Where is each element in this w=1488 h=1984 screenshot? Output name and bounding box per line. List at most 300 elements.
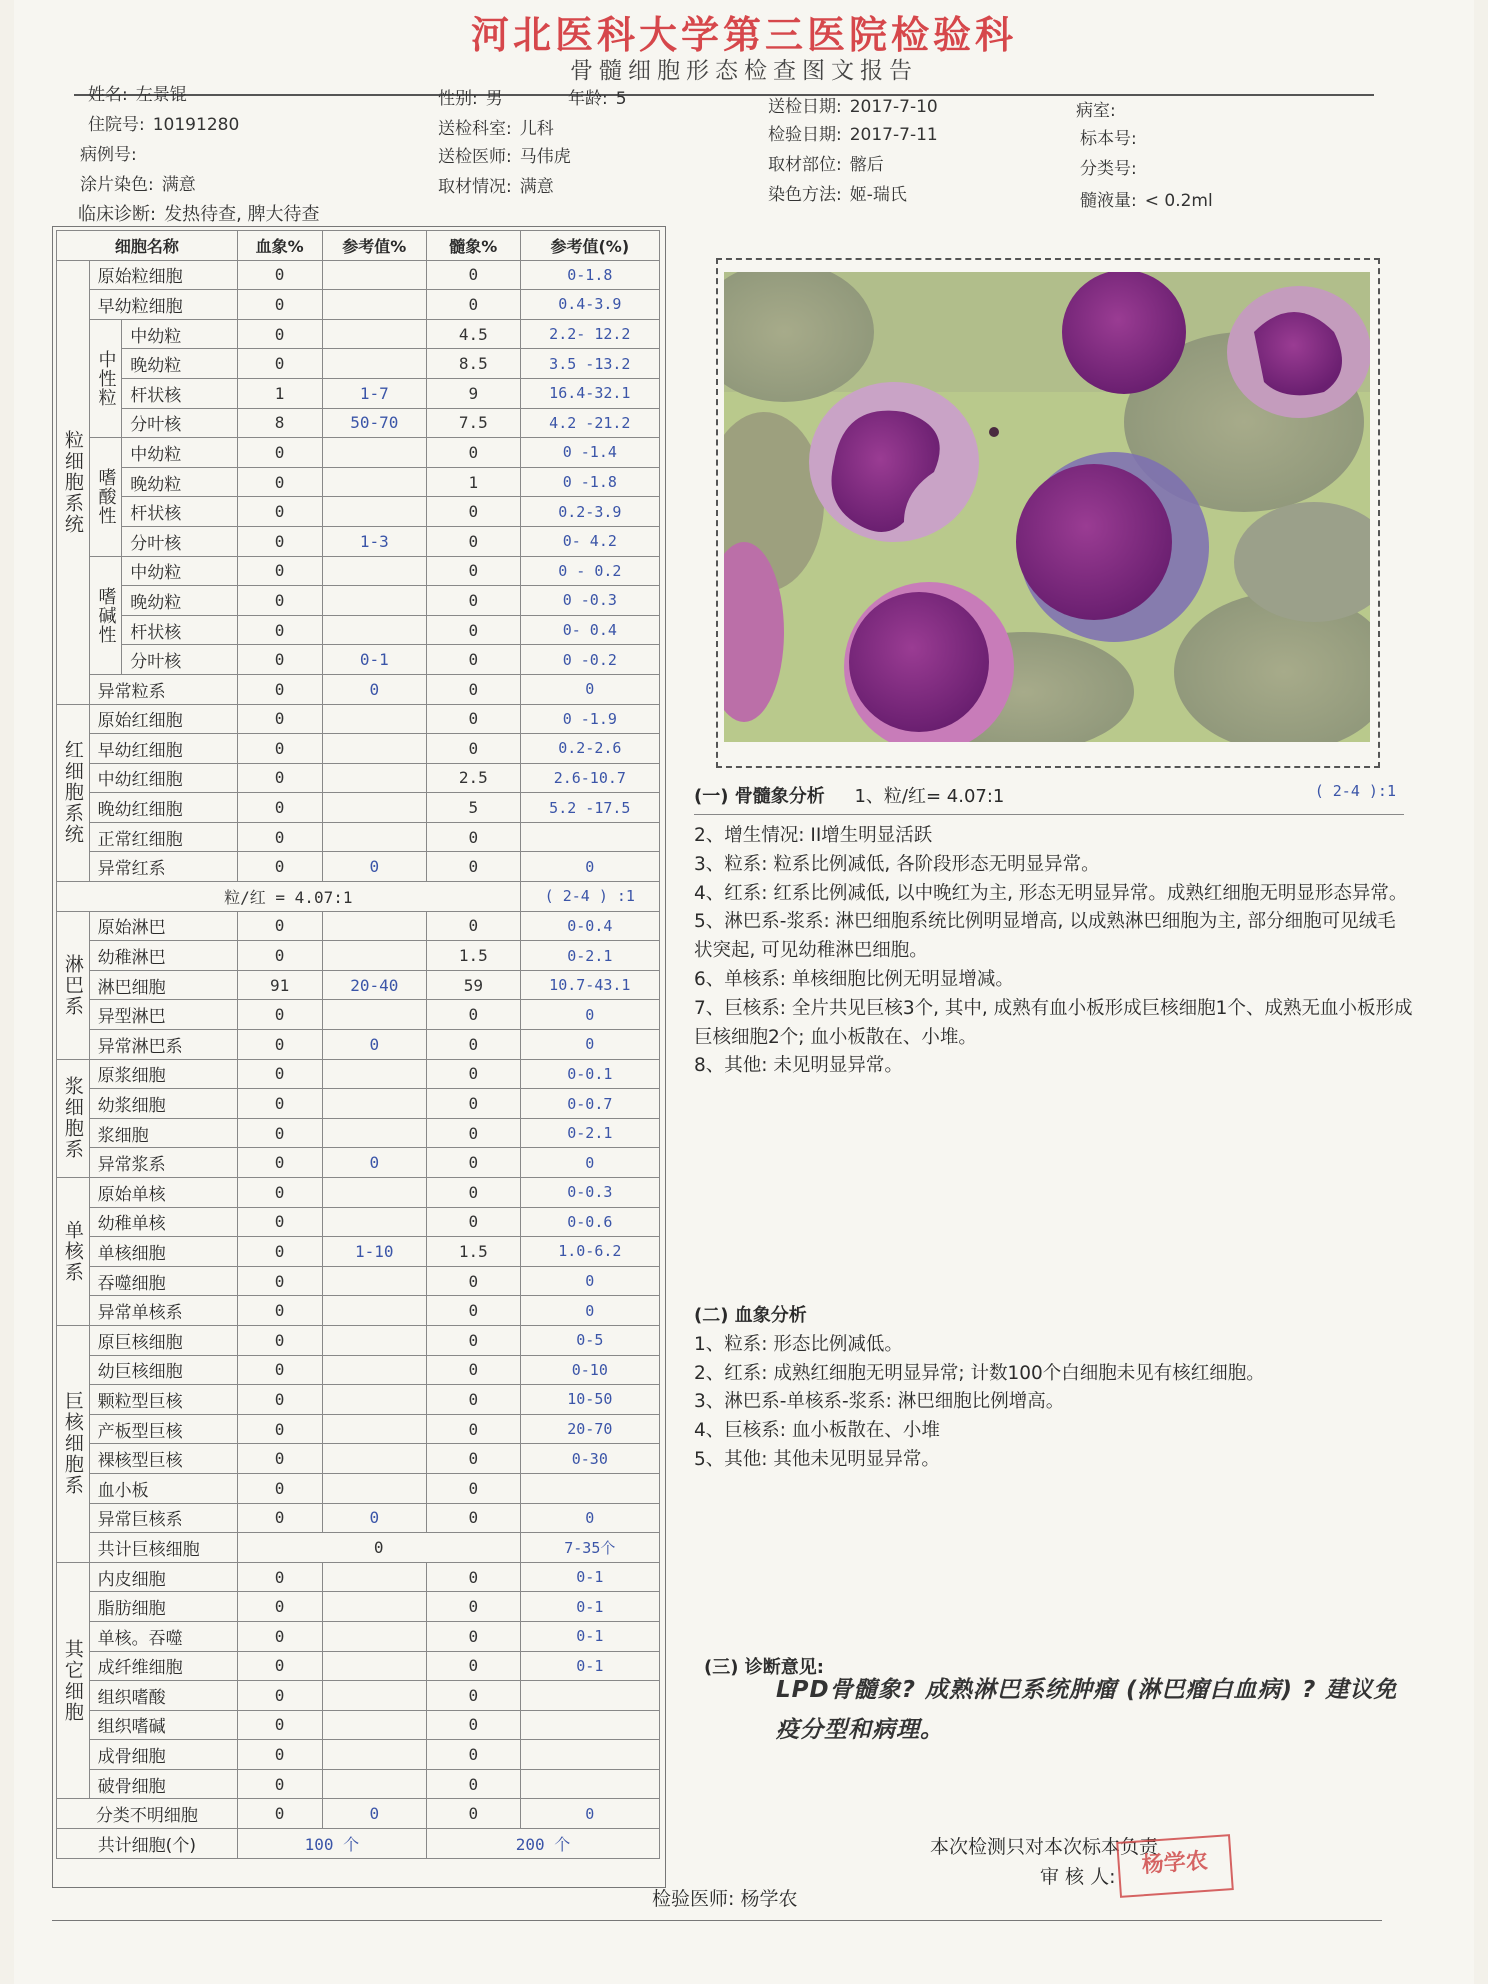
marrow-pct: 4.5: [427, 319, 521, 349]
disclaimer: 本次检测只对本次标本负责: [930, 1836, 1159, 1858]
header-cell-name: 细胞名称: [57, 231, 238, 261]
reviewer-stamp: 杨学农: [1116, 1834, 1234, 1898]
group-other: 其它细胞: [57, 1562, 90, 1799]
marrow-analysis-header: [694, 782, 1404, 815]
marrow-pct: 0: [427, 1740, 521, 1770]
marrow-analysis-item: 2、增生情况: II增生明显活跃: [694, 825, 933, 846]
table-row: [57, 822, 660, 852]
blood-ref: [322, 1118, 426, 1148]
blood-ref: [322, 260, 426, 290]
marrow-pct: 0: [427, 1473, 521, 1503]
marrow-pct: 1.5: [427, 941, 521, 971]
table-row: [57, 1000, 660, 1030]
marrow-pct: 1: [427, 467, 521, 497]
diagnosis-title: (三) 诊断意见:: [704, 1657, 824, 1678]
ratio-ref: ( 2-4 ) :1: [520, 882, 659, 912]
cell-name: 原始淋巴: [89, 911, 237, 941]
marrow-analysis-item: 6、单核系: 单核细胞比例无明显增减。: [694, 968, 1014, 990]
table-row: [57, 1385, 660, 1415]
marrow-ref: 10.7-43.1: [520, 970, 659, 1000]
cell-name: 早幼红细胞: [89, 734, 237, 764]
gr-ratio-line: 1、粒/红= 4.07:1: [854, 786, 1005, 807]
marrow-ref: 0-0.4: [520, 911, 659, 941]
blood-ref: [322, 556, 426, 586]
marrow-pct: 0: [427, 1681, 521, 1711]
table-row: [57, 1621, 660, 1651]
blood-pct: 0: [237, 1237, 322, 1267]
blood-ref: [322, 763, 426, 793]
cell-name: 异常浆系: [89, 1148, 237, 1178]
cell-name: 内皮细胞: [89, 1562, 237, 1592]
blood-ref: [322, 1325, 426, 1355]
marrow-ref: 0: [520, 1148, 659, 1178]
marrow-ref: [520, 1740, 659, 1770]
table-row: [57, 1740, 660, 1770]
blood-ref: [322, 1621, 426, 1651]
blood-pct: 0: [237, 674, 322, 704]
table-row: [57, 645, 660, 675]
marrow-ref: 16.4-32.1: [520, 378, 659, 408]
blood-pct: 0: [237, 467, 322, 497]
cell-name: 破骨细胞: [89, 1769, 237, 1799]
table-row: [57, 1325, 660, 1355]
blood-pct: 0: [237, 1000, 322, 1030]
total-blood: 100 个: [237, 1829, 426, 1859]
patient-name: 姓名: 左景锟: [88, 85, 187, 105]
marrow-analysis-item: 3、粒系: 粒系比例减低, 各阶段形态无明显异常。: [694, 853, 1100, 875]
mega-total-value: 0: [237, 1533, 520, 1563]
blood-pct: 0: [237, 497, 322, 527]
blood-analysis-item: 3、淋巴系-单核系-浆系: 淋巴细胞比例增高。: [694, 1391, 1065, 1413]
clinical-diagnosis: 临床诊断: 发热待查, 脾大待查: [78, 204, 320, 225]
blood-pct: 8: [237, 408, 322, 438]
cell-name: 早幼粒细胞: [89, 290, 237, 320]
blood-pct: 0: [237, 1621, 322, 1651]
cell-name: 原巨核细胞: [89, 1325, 237, 1355]
cell-name: 血小板: [89, 1473, 237, 1503]
cell-name: 分叶核: [122, 408, 237, 438]
table-row: [57, 852, 660, 882]
blood-pct: 0: [237, 1178, 322, 1208]
table-row: [57, 1651, 660, 1681]
table-row: [57, 1681, 660, 1711]
marrow-ref: 0.4-3.9: [520, 290, 659, 320]
table-row: [57, 467, 660, 497]
marrow-ref: [520, 1710, 659, 1740]
specimen-number: 标本号:: [1080, 129, 1137, 149]
blood-ref: [322, 467, 426, 497]
marrow-ref: 0 - 0.2: [520, 556, 659, 586]
marrow-ref: 0 -1.4: [520, 438, 659, 468]
blood-analysis-title: (二) 血象分析: [694, 1305, 807, 1326]
marrow-ref: 0-5: [520, 1325, 659, 1355]
blood-ref: 0: [322, 852, 426, 882]
marrow-pct: 0: [427, 1207, 521, 1237]
table-row: [57, 674, 660, 704]
blood-pct: 0: [237, 1444, 322, 1474]
mega-total-row: [57, 1533, 660, 1563]
blood-ref: [322, 1710, 426, 1740]
cell-name: 杆状核: [122, 615, 237, 645]
marrow-pct: 0: [427, 1621, 521, 1651]
patient-gender: 性别: 男: [438, 89, 503, 109]
cell-name: 异常巨核系: [89, 1503, 237, 1533]
patient-age: 年龄: 5: [568, 89, 627, 109]
marrow-pct: 0: [427, 1414, 521, 1444]
marrow-pct: 0: [427, 704, 521, 734]
marrow-pct: 59: [427, 970, 521, 1000]
bone-marrow-micrograph: [724, 272, 1370, 742]
marrow-pct: 0: [427, 1769, 521, 1799]
cell-name: 晚幼红细胞: [89, 793, 237, 823]
ratio-row: [57, 882, 660, 912]
marrow-pct: 7.5: [427, 408, 521, 438]
blood-pct: 91: [237, 970, 322, 1000]
marrow-pct: 0: [427, 1000, 521, 1030]
marrow-ref: 4.2 -21.2: [520, 408, 659, 438]
cell-name: 原浆细胞: [89, 1059, 237, 1089]
table-row: [57, 408, 660, 438]
blood-pct: 0: [237, 260, 322, 290]
blood-ref: 0: [322, 1030, 426, 1060]
cell-name: 幼浆细胞: [89, 1089, 237, 1119]
send-doctor: 送检医师: 马伟虎: [438, 147, 571, 167]
blood-ref: [322, 438, 426, 468]
blood-pct: 0: [237, 1740, 322, 1770]
table-row: [57, 1444, 660, 1474]
marrow-ref: 0-0.7: [520, 1089, 659, 1119]
blood-pct: 0: [237, 349, 322, 379]
marrow-ref: 10-50: [520, 1385, 659, 1415]
marrow-ref: 0-1: [520, 1621, 659, 1651]
header-blood-ref: 参考值%: [322, 231, 426, 261]
blood-pct: 0: [237, 793, 322, 823]
marrow-pct: 0: [427, 260, 521, 290]
marrow-ref: 0- 4.2: [520, 526, 659, 556]
table-row: [57, 1414, 660, 1444]
blood-ref: 1-3: [322, 526, 426, 556]
blood-ref: 20-40: [322, 970, 426, 1000]
blood-pct: 0: [237, 1118, 322, 1148]
marrow-ref: [520, 1769, 659, 1799]
table-row: [57, 260, 660, 290]
marrow-ref: [520, 1681, 659, 1711]
marrow-ref: 1.0-6.2: [520, 1237, 659, 1267]
table-row: [57, 1059, 660, 1089]
table-row: [57, 1207, 660, 1237]
blood-ref: [322, 941, 426, 971]
blood-pct: 0: [237, 290, 322, 320]
marrow-pct: 0: [427, 1118, 521, 1148]
gr-ratio-ref: ( 2-4 ):1: [1314, 782, 1396, 800]
table-row: [57, 615, 660, 645]
marrow-pct: 2.5: [427, 763, 521, 793]
table-row: [57, 1178, 660, 1208]
marrow-analysis-item: 7、巨核系: 全片共见巨核3个, 其中, 成熟有血小板形成巨核细胞1个、成熟无血小板形成巨核细胞2个; 血小板散在、小堆。: [694, 997, 1413, 1048]
blood-pct: 0: [237, 556, 322, 586]
marrow-pct: 0: [427, 1385, 521, 1415]
cell-name: 中幼红细胞: [89, 763, 237, 793]
marrow-pct: 0: [427, 586, 521, 616]
header-marrow-ref: 参考值(%): [520, 231, 659, 261]
cell-name: 中幼粒: [122, 556, 237, 586]
blood-ref: [322, 1414, 426, 1444]
blood-ref: [322, 1000, 426, 1030]
table-row: [57, 1355, 660, 1385]
cell-name: 产板型巨核: [89, 1414, 237, 1444]
cell-name: 晚幼粒: [122, 586, 237, 616]
marrow-pct: 5: [427, 793, 521, 823]
cell-name: 颗粒型巨核: [89, 1385, 237, 1415]
table-row: [57, 1769, 660, 1799]
marrow-pct: 0: [427, 615, 521, 645]
class-number: 分类号:: [1080, 159, 1137, 179]
table-row: [57, 734, 660, 764]
marrow-ref: 0: [520, 674, 659, 704]
marrow-ref: 5.2 -17.5: [520, 793, 659, 823]
table-row: [57, 1237, 660, 1267]
blood-pct: 0: [237, 615, 322, 645]
blood-ref: 50-70: [322, 408, 426, 438]
cell-name: 裸核型巨核: [89, 1444, 237, 1474]
cell-name: 脂肪细胞: [89, 1592, 237, 1622]
marrow-ref: 0-0.3: [520, 1178, 659, 1208]
table-row: [57, 1296, 660, 1326]
cell-name: 中幼粒: [122, 319, 237, 349]
stain-method: 染色方法: 姬-瑞氏: [768, 185, 907, 205]
group-mega: 巨核细胞系: [57, 1325, 90, 1562]
blood-ref: [322, 1562, 426, 1592]
table-row: [57, 526, 660, 556]
cell-name: 异常粒系: [89, 674, 237, 704]
cell-name: 正常红细胞: [89, 822, 237, 852]
examiner: 检验医师: 杨学农: [652, 1888, 798, 1910]
blood-analysis-item: 2、红系: 成熟红细胞无明显异常; 计数100个白细胞未见有核红细胞。: [694, 1362, 1265, 1384]
blood-ref: [322, 734, 426, 764]
marrow-pct: 0: [427, 734, 521, 764]
cell-name: 幼巨核细胞: [89, 1355, 237, 1385]
cell-name: 成纤维细胞: [89, 1651, 237, 1681]
blood-ref: [322, 1178, 426, 1208]
blood-pct: 0: [237, 1030, 322, 1060]
table-row: [57, 319, 660, 349]
marrow-ref: 0: [520, 1000, 659, 1030]
blood-ref: [322, 1592, 426, 1622]
mega-total-ref: 7-35个: [520, 1533, 659, 1563]
marrow-volume: 髓液量: < 0.2ml: [1080, 191, 1213, 211]
cell-name: 异常红系: [89, 852, 237, 882]
marrow-pct: 0: [427, 852, 521, 882]
table-row: [57, 1266, 660, 1296]
blood-analysis-items: [694, 1331, 1414, 1475]
blood-ref: [322, 1207, 426, 1237]
group-plasma: 浆细胞系: [57, 1059, 90, 1177]
marrow-ref: [520, 822, 659, 852]
blood-pct: 0: [237, 1503, 322, 1533]
cell-name: 杆状核: [122, 497, 237, 527]
table-row: [57, 1503, 660, 1533]
diagnosis-text: LPD骨髓象? 成熟淋巴系统肿瘤 (淋巴瘤白血病) ? 建议免疫分型和病理。: [776, 1677, 1398, 1743]
blood-pct: 0: [237, 1710, 322, 1740]
marrow-pct: 0: [427, 1562, 521, 1592]
marrow-pct: 0: [427, 1266, 521, 1296]
blood-pct: 0: [237, 1059, 322, 1089]
blood-analysis-section: [694, 1302, 1414, 1475]
reviewer-label: 审 核 人:: [1040, 1866, 1116, 1888]
blood-ref: [322, 1385, 426, 1415]
marrow-pct: 0: [427, 556, 521, 586]
blood-ref: [322, 615, 426, 645]
cell-name: 组织嗜碱: [89, 1710, 237, 1740]
marrow-ref: 20-70: [520, 1414, 659, 1444]
marrow-ref: 0-1.8: [520, 260, 659, 290]
blood-ref: [322, 822, 426, 852]
blood-pct: 0: [237, 941, 322, 971]
marrow-ref: 0-0.6: [520, 1207, 659, 1237]
marrow-ref: 0-1: [520, 1562, 659, 1592]
marrow-ref: 0-0.1: [520, 1059, 659, 1089]
blood-ref: [322, 911, 426, 941]
sampling-site: 取材部位: 髂后: [768, 155, 884, 175]
marrow-pct: 9: [427, 378, 521, 408]
blood-pct: 0: [237, 1355, 322, 1385]
marrow-pct: 0: [427, 1710, 521, 1740]
total-label: 共计细胞(个): [57, 1829, 238, 1859]
cell-name: 单核细胞: [89, 1237, 237, 1267]
cell-name: 成骨细胞: [89, 1740, 237, 1770]
cell-name: 异型淋巴: [89, 1000, 237, 1030]
marrow-ref: 0-10: [520, 1355, 659, 1385]
marrow-pct: 0: [427, 1059, 521, 1089]
blood-pct: 0: [237, 1769, 322, 1799]
marrow-pct: 0: [427, 497, 521, 527]
marrow-pct: 8.5: [427, 349, 521, 379]
table-row: [57, 438, 660, 468]
marrow-ref: 0- 0.4: [520, 615, 659, 645]
table-row: [57, 1592, 660, 1622]
marrow-analysis-items: [694, 822, 1414, 1081]
ratio-value: 粒/红 = 4.07:1: [57, 882, 521, 912]
table-row: [57, 1030, 660, 1060]
total-marrow: 200 个: [427, 1829, 660, 1859]
table-row: [57, 704, 660, 734]
blood-ref: 0: [322, 1148, 426, 1178]
blood-ref: [322, 1740, 426, 1770]
header-divider: [74, 94, 1374, 96]
table-row: [57, 586, 660, 616]
marrow-ref: 2.2- 12.2: [520, 319, 659, 349]
blood-pct: 0: [237, 586, 322, 616]
table-row: [57, 290, 660, 320]
header-marrow-pct: 髓象%: [427, 231, 521, 261]
table-row: [57, 1118, 660, 1148]
unclassified-marrow: 0: [427, 1799, 521, 1829]
cell-name: 原始单核: [89, 1178, 237, 1208]
blood-pct: 0: [237, 319, 322, 349]
blood-analysis-item: 1、粒系: 形态比例减低。: [694, 1333, 903, 1355]
blood-pct: 0: [237, 1148, 322, 1178]
send-department: 送检科室: 儿科: [438, 119, 554, 139]
marrow-ref: 0 -0.2: [520, 645, 659, 675]
unclassified-mref: 0: [520, 1799, 659, 1829]
blood-pct: 0: [237, 1266, 322, 1296]
case-number: 病例号:: [80, 145, 137, 165]
blood-ref: 1-7: [322, 378, 426, 408]
blood-pct: 1: [237, 378, 322, 408]
marrow-analysis-title: (一) 骨髓象分析: [694, 786, 825, 807]
total-row: [57, 1829, 660, 1859]
marrow-pct: 0: [427, 526, 521, 556]
blood-pct: 0: [237, 911, 322, 941]
marrow-analysis-item: 5、淋巴系-浆系: 淋巴细胞系统比例明显增高, 以成熟淋巴细胞为主, 部分细胞可见绒毛状突起, 可见幼稚淋巴细胞。: [694, 911, 1396, 962]
subgroup-neut: 中性粒: [89, 319, 122, 437]
blood-pct: 0: [237, 1414, 322, 1444]
marrow-ref: 0: [520, 1503, 659, 1533]
cell-name: 分叶核: [122, 645, 237, 675]
blood-pct: 0: [237, 1592, 322, 1622]
cell-name: 分叶核: [122, 526, 237, 556]
blood-pct: 0: [237, 1207, 322, 1237]
blood-analysis-item: 5、其他: 其他未见明显异常。: [694, 1448, 940, 1470]
blood-ref: 1-10: [322, 1237, 426, 1267]
marrow-ref: 0 -0.3: [520, 586, 659, 616]
table-row: [57, 349, 660, 379]
blood-pct: 0: [237, 1651, 322, 1681]
cell-name: 异常淋巴系: [89, 1030, 237, 1060]
table-row: [57, 1473, 660, 1503]
group-mono: 单核系: [57, 1178, 90, 1326]
blood-pct: 0: [237, 734, 322, 764]
blood-pct: 0: [237, 704, 322, 734]
blood-ref: 0: [322, 674, 426, 704]
cell-name: 淋巴细胞: [89, 970, 237, 1000]
blood-pct: 0: [237, 763, 322, 793]
group-gran: 粒细胞系统: [57, 260, 90, 704]
marrow-ref: 0 -1.8: [520, 467, 659, 497]
marrow-pct: 0: [427, 911, 521, 941]
table-row: [57, 497, 660, 527]
sampling-condition: 取材情况: 满意: [438, 177, 554, 197]
cell-name: 晚幼粒: [122, 467, 237, 497]
blood-pct: 0: [237, 438, 322, 468]
marrow-pct: 1.5: [427, 1237, 521, 1267]
blood-ref: [322, 586, 426, 616]
bottom-divider: [52, 1920, 1382, 1921]
marrow-pct: 0: [427, 1355, 521, 1385]
blood-pct: 0: [237, 1296, 322, 1326]
blood-pct: 0: [237, 1681, 322, 1711]
marrow-pct: 0: [427, 1592, 521, 1622]
marrow-analysis-item: 4、红系: 红系比例减低, 以中晚红为主, 形态无明显异常。成熟红细胞无明显形态异常。: [694, 882, 1408, 904]
blood-pct: 0: [237, 1325, 322, 1355]
group-ery: 红细胞系统: [57, 704, 90, 882]
marrow-ref: 0-2.1: [520, 1118, 659, 1148]
marrow-analysis-item: 8、其他: 未见明显异常。: [694, 1055, 903, 1077]
table-row: [57, 1148, 660, 1178]
marrow-ref: 0.2-2.6: [520, 734, 659, 764]
table-row: [57, 1562, 660, 1592]
blood-pct: 0: [237, 1562, 322, 1592]
marrow-ref: 0.2-3.9: [520, 497, 659, 527]
marrow-ref: 0: [520, 1266, 659, 1296]
blood-ref: [322, 1473, 426, 1503]
blood-ref: 0: [322, 1503, 426, 1533]
test-date: 检验日期: 2017-7-11: [768, 125, 938, 145]
marrow-ref: 2.6-10.7: [520, 763, 659, 793]
marrow-ref: 0 -1.9: [520, 704, 659, 734]
cell-name: 幼稚单核: [89, 1207, 237, 1237]
blood-ref: [322, 349, 426, 379]
